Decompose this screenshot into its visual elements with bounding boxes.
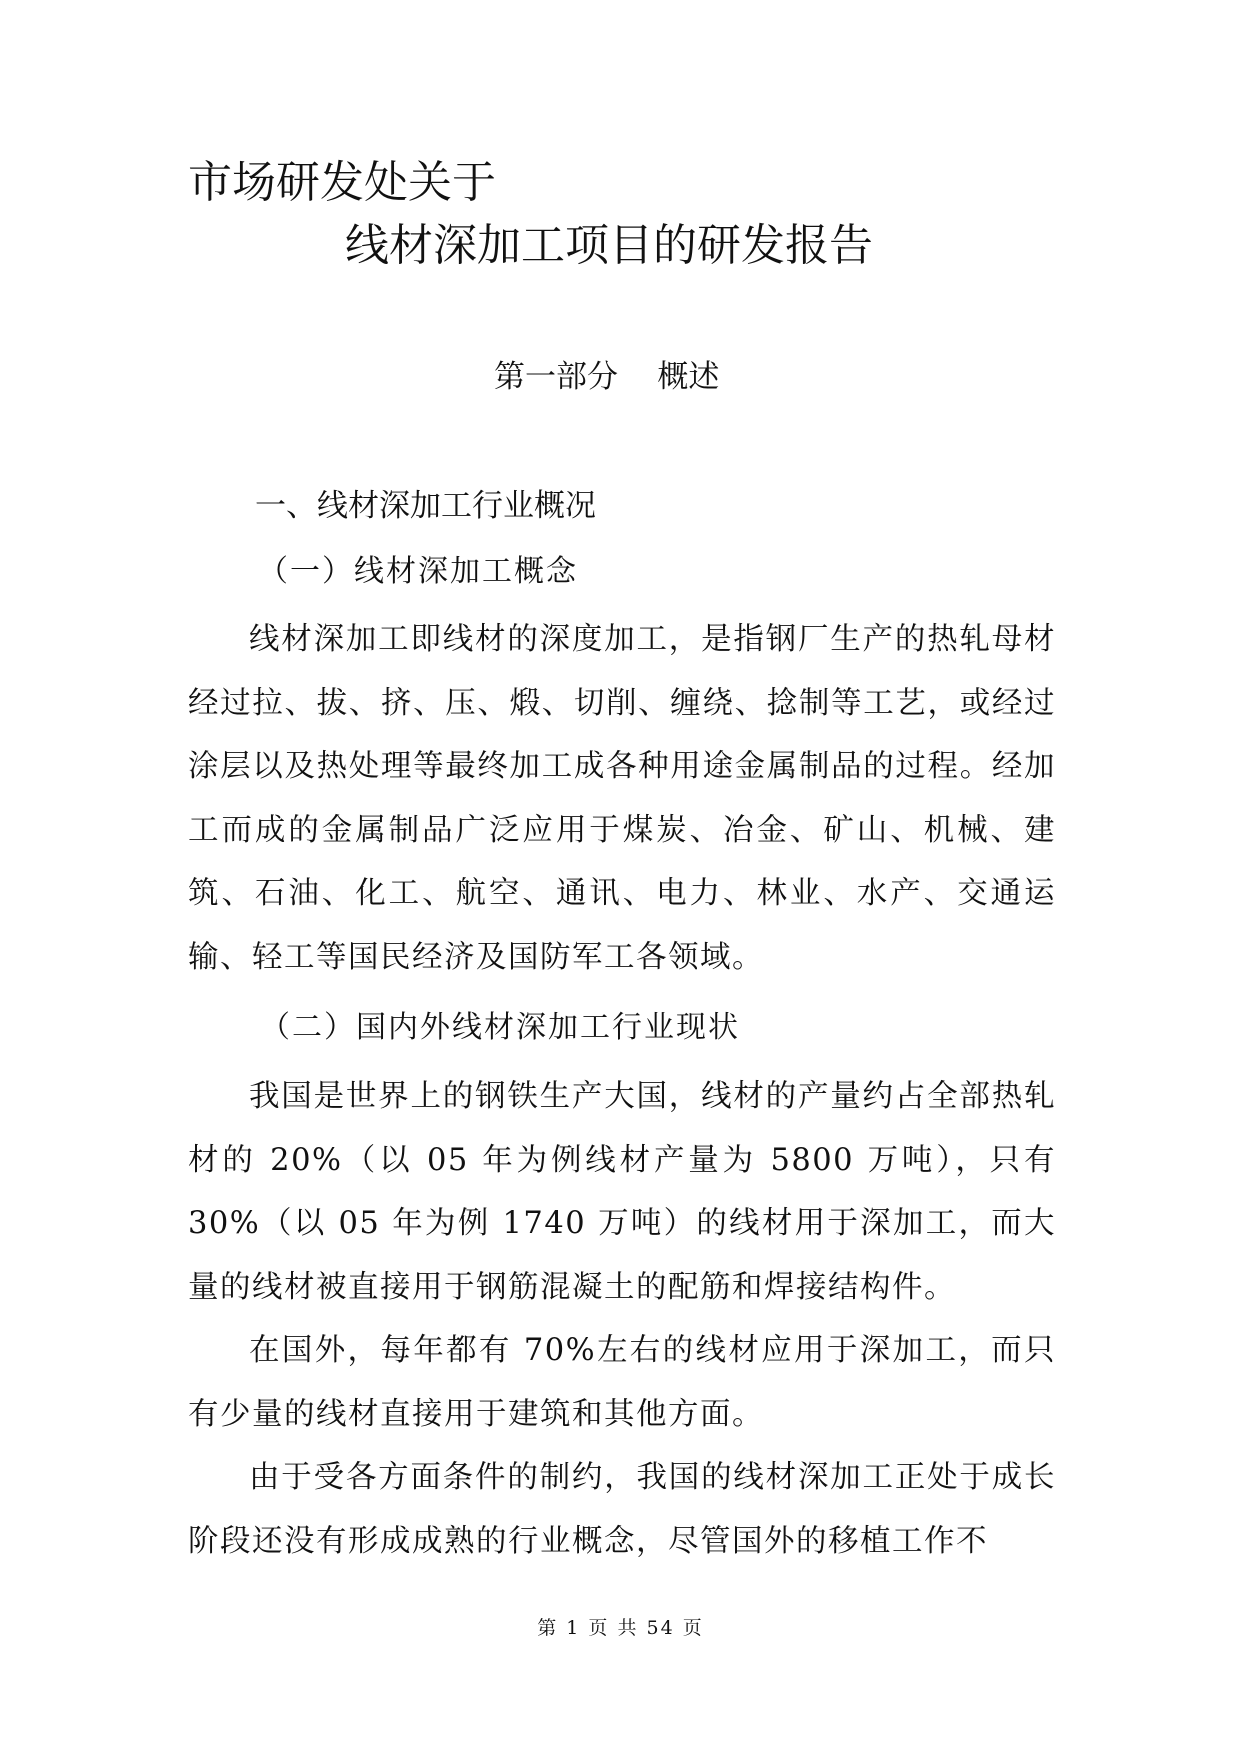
section-heading: 一、线材深加工行业概况 [255, 488, 596, 524]
page-number-footer: 第 1 页 共 54 页 [537, 1617, 704, 1639]
part-heading: 第一部分 概述 [494, 359, 720, 395]
paragraph-concept: 线材深加工即线材的深度加工，是指钢厂生产的热轧母材经过拉、拔、挤、压、煅、切削、缠绕、捻制等工艺，或经过涂层以及热处理等最终加工成各种用途金属制品的过程。经加工而成的金属制品广泛应用于煤炭、冶金、矿山、机械、建筑、石油、化工、航空、通讯、电力、林业、水产、交通运输、轻工等国民经济及国防军工各领域。 [188, 622, 1056, 975]
report-title-line-2: 线材深加工项目的研发报告 [345, 220, 873, 271]
subheading-concept: （一）线材深加工概念 [258, 554, 578, 589]
paragraph-domestic-status: 我国是世界上的钢铁生产大国，线材的产量约占全部热轧材的 20%（以 05 年为例线材产量为 5800 万吨），只有 30%（以 05 年为例 1740 万吨）的线材用于深加工，而大量的线材被直接用于钢筋混凝土的配筋和焊接结构件。 [188, 1079, 1056, 1305]
paragraph-foreign-status: 在国外，每年都有 70%左右的线材应用于深加工，而只有少量的线材直接用于建筑和其他方面。 [188, 1333, 1056, 1432]
subheading-status: （二）国内外线材深加工行业现状 [260, 1010, 740, 1045]
report-title-line-1: 市场研发处关于 [188, 157, 496, 208]
paragraph-constraints: 由于受各方面条件的制约，我国的线材深加工正处于成长阶段还没有形成成熟的行业概念，尽管国外的移植工作不 [188, 1460, 1056, 1559]
